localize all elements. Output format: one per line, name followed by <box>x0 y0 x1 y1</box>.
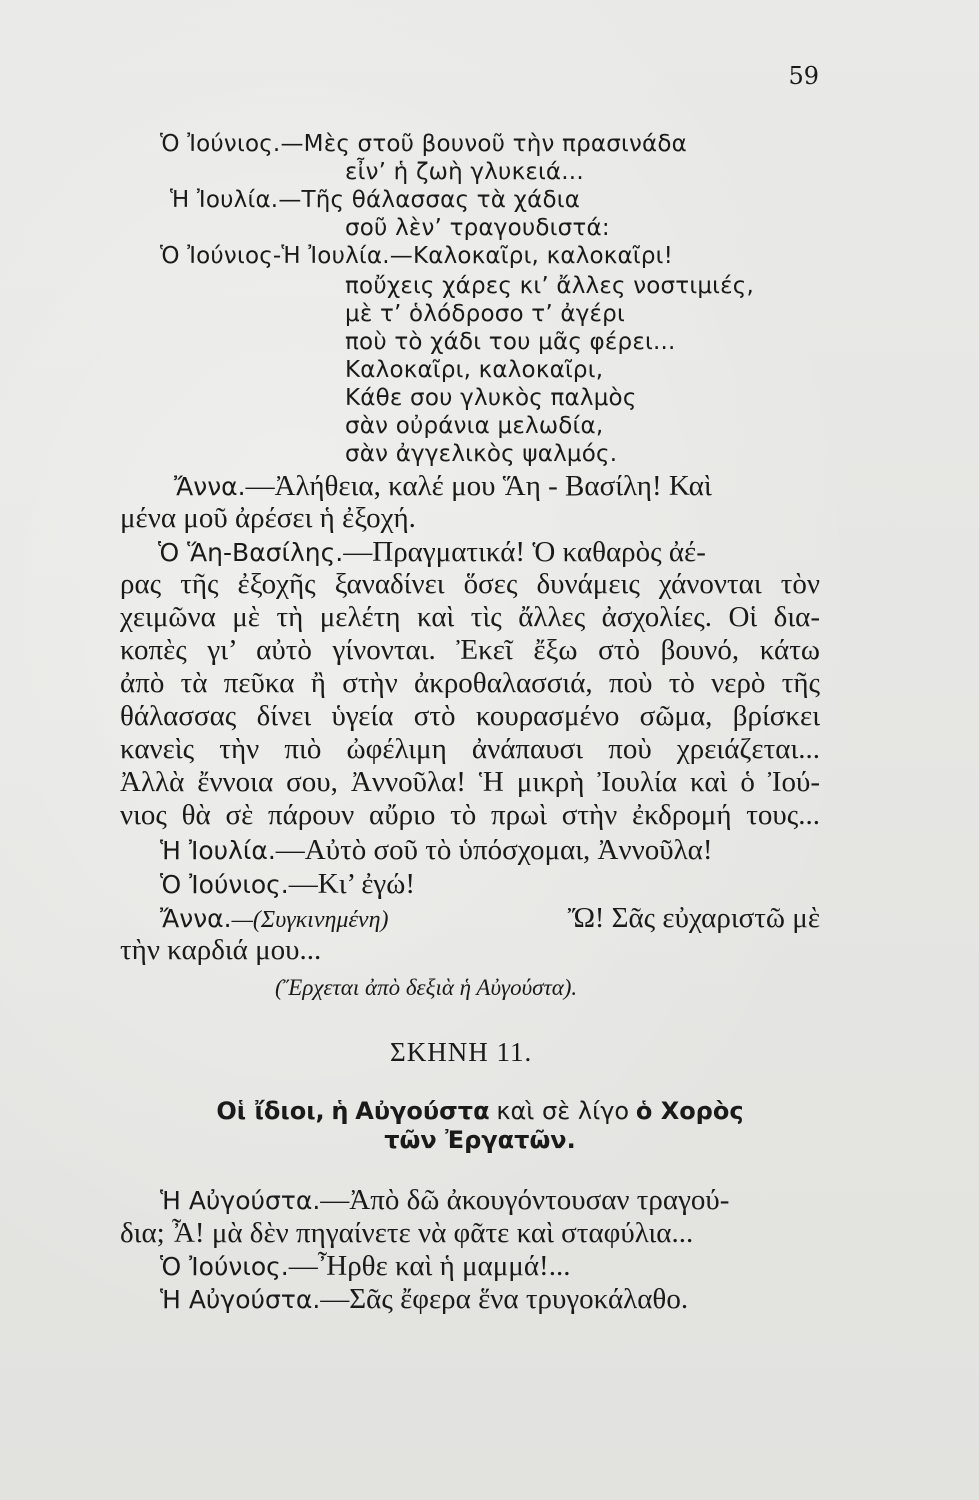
scene-title: ΣΚΗΝΗ 11. <box>390 1037 533 1067</box>
song-line-7: μὲ τ’ ὁλόδροσο τ’ ἀγέρι <box>345 301 625 327</box>
cast-and-soon: καὶ σὲ λίγο <box>496 1097 630 1125</box>
song-line-9: Καλοκαῖρι, καλοκαῖρι, <box>345 357 604 383</box>
song-line-10: Κάθε σου γλυκὸς παλμὸς <box>345 385 637 411</box>
song-line-4: σοῦ λὲν’ τραγουδιστά: <box>345 215 610 241</box>
dialogue-text: —Σᾶς ἔφερα ἕνα τρυγοκάλαθο. <box>320 1283 689 1315</box>
dialogue-ai-1 <box>160 536 706 569</box>
song-line-6: ποὔχεις χάρες κι’ ἄλλες νοστιμιές, <box>345 273 754 299</box>
dialogue-ai-2: ρας τῆς ἐξοχῆς ξαναδίνει ὅσες δυνάμεις χάνονται τὸν <box>120 568 820 600</box>
dialogue-ai-5: ἀπὸ τὰ πεῦκα ἢ στὴν ἀκροθαλασσιά, ποὺ τὸ νερὸ τῆς <box>120 667 820 699</box>
dialogue-anna-1 <box>160 470 712 503</box>
cast-avgousta: Αὐγούστα <box>355 1097 490 1125</box>
dialogue-ai-6: θάλασσας δίνει ὑγεία στὸ κουρασμένο σῶμα, βρίσκει <box>120 700 820 732</box>
song-line-5 <box>160 240 673 272</box>
song-line-12: σὰν ἀγγελικὸς ψαλμός. <box>345 441 618 467</box>
speaker-iounios: Ὁ Ἰούνιος. <box>160 870 289 899</box>
speaker-both: Ὁ Ἰούνιος-Ἡ Ἰουλία. <box>160 243 390 269</box>
speaker-iounios: Ὁ Ἰούνιος. <box>160 1252 289 1281</box>
dialogue-text: —Πραγματικά! Ὁ καθαρὸς ἀέ- <box>343 536 706 568</box>
song-line-11: σὰν οὐράνια μελωδία, <box>345 413 604 439</box>
speaker-avgousta: Ἡ Αὐγούστα. <box>160 1186 321 1215</box>
song-text: —Καλοκαῖρι, καλοκαῖρι! <box>389 243 674 269</box>
dialogue-ai-7: κανεὶς τὴν πιὸ ὠφέλιμη ἀνάπαυσι ποὺ χρειάζεται... <box>120 733 820 765</box>
dialogue-text: Ὤ! Σᾶς εὐχαριστῶ μὲ <box>567 902 820 934</box>
dialogue-ai-4: κοπὲς γι’ αὐτὸ γίνονται. Ἐκεῖ ἔξω στὸ βουνό, κάτω <box>120 634 820 666</box>
dialogue-anna-2: μένα μοῦ ἀρέσει ἡ ἐξοχή. <box>120 502 416 534</box>
song-line-2: εἶν’ ἡ ζωὴ γλυκειά... <box>345 159 584 185</box>
scene-cast-1 <box>160 1094 800 1127</box>
cast-same: Οἱ ἴδιοι, <box>216 1097 325 1125</box>
dialogue-avgousta-3 <box>160 1283 688 1316</box>
cast-article: ἡ <box>331 1097 349 1125</box>
song-text: —Μὲς στοῦ βουνοῦ τὴν πρασινάδα <box>280 131 688 157</box>
dialogue-ai-9: νιος θὰ σὲ πάρουν αὔριο τὸ πρωὶ στὴν ἐκδρομή τους... <box>120 799 820 831</box>
dialogue-avgousta-2: δια; Ἆ! μὰ δὲν πηγαίνετε νὰ φᾶτε καὶ σταφύλια... <box>120 1217 694 1249</box>
speaker-ioulia: Ἡ Ἰουλία. <box>170 187 279 213</box>
scene-cast-2: τῶν Ἐργατῶν. <box>384 1126 576 1154</box>
dialogue-text: —Ἀπὸ δῶ ἀκουγόντουσαν τραγού- <box>320 1184 730 1216</box>
stage-note: —(Συγκινημένη) <box>231 907 389 933</box>
song-line-8: ποὺ τὸ χάδι του μᾶς φέρει... <box>345 329 676 355</box>
dialogue-text: —Κι’ ἐγώ! <box>288 868 415 900</box>
dialogue-ai-3: χειμῶνα μὲ τὴ μελέτη καὶ τὶς ἄλλες ἀσχολίες. Οἱ δια- <box>120 601 820 633</box>
speaker-anna: Ἄννα. <box>160 904 232 933</box>
dialogue-anna-4: τὴν καρδιά μου... <box>120 934 322 966</box>
speaker-ai-vasilis: Ὁ Ἅη-Βασίλης. <box>158 538 344 567</box>
cast-chorus: ὁ Χορὸς <box>635 1097 744 1125</box>
dialogue-ioulia <box>160 834 712 867</box>
stage-direction: (Ἔρχεται ἀπὸ δεξιὰ ἡ Αὐγούστα). <box>275 975 578 1000</box>
speaker-ioulia: Ἡ Ἰουλία. <box>160 836 276 865</box>
dialogue-iounios-2 <box>160 1250 570 1283</box>
dialogue-text: —Ἦρθε καὶ ἡ μαμμά!... <box>288 1250 571 1282</box>
speaker-iounios: Ὁ Ἰούνιος. <box>160 131 281 157</box>
dialogue-text: —Ἀλήθεια, καλέ μου Ἅη - Βασίλη! Καὶ <box>245 470 712 502</box>
dialogue-text: —Αὐτὸ σοῦ τὸ ὑπόσχομαι, Ἀννοῦλα! <box>275 834 713 866</box>
song-text: —Τῆς θάλασσας τὰ χάδια <box>278 187 581 213</box>
dialogue-anna-3 <box>160 902 820 936</box>
dialogue-iounios <box>160 868 415 901</box>
speaker-anna: Ἄννα. <box>174 472 246 501</box>
page-number: 59 <box>788 62 819 90</box>
speaker-avgousta: Ἡ Αὐγούστα. <box>160 1285 321 1314</box>
dialogue-avgousta-1 <box>160 1184 729 1217</box>
dialogue-ai-8: Ἀλλὰ ἔννοια σου, Ἀννοῦλα! Ἡ μικρὴ Ἰουλία καὶ ὁ Ἰού- <box>120 766 820 798</box>
